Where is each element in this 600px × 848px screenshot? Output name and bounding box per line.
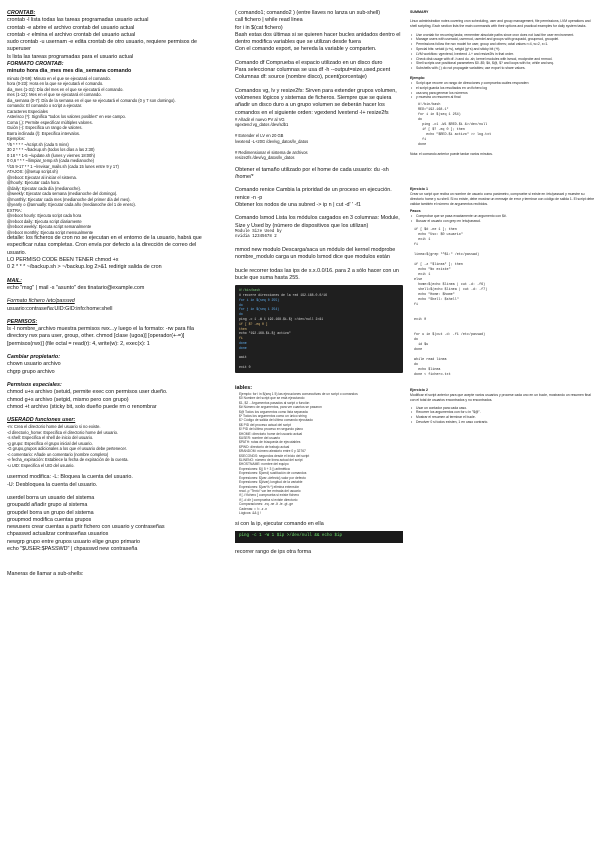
code-line: # recorre direcciones de la red 192.168.0.0/16 [239,292,327,297]
list-item: @reboot: Ejecutar al iniciar el sistema. [7,174,77,180]
crontab-heading: CRONTAB: [7,10,36,16]
list-item: @reboot weekly: Ejecuta script semanalmente [7,224,92,230]
chgrp-line: chgrp grupo archivo [7,368,55,375]
code-line: do [239,302,243,307]
list-item: -g grupo: Especifica el grupo inicial del usuario. [7,440,93,446]
permisos-paragraph: ls -l nombre_archivo muestra permisos rwx...y luego el la formato: -rw para fila directory rwx para user, group, other. chmod [clase (ugoa)] [operador(+-=)] [permisos(rwx)] (file octal = read(r): 4, write(w): 2, exec(x): 1 [7,326,194,347]
list-item: 0 0,6 * * * ~/limpiar_temp.sh (cada medianoche) [7,158,95,164]
list-item: Expresiones: $(( 5 + 3 )) aritmética [239,466,290,471]
crontab-r-line: crontab -r elmina el archivo crontab del usuario actual [7,31,136,38]
code-line: then [239,326,247,331]
groupadd-line: groupadd añadir grupo al sistema [7,502,88,509]
list-item: • Script que recorre un rango de direcciones y comprueba cuáles responden: [410,81,596,86]
chpasswd-line: chpasswd actualizar contraseñas usuarios [7,531,109,538]
column-right [410,10,596,425]
formato-crontab-heading: FORMATO CRONTAB: [7,61,64,68]
list-item: $HOME: directorio home del usuario actual [239,431,303,436]
bash-line: Bash estas dos últimas si se quieren hacer bucles anidados dentro el [235,31,401,38]
code-line: ping -c 1 -W 1 $ip >/dev/null && echo $ip [239,533,343,538]
code-line: fi [414,242,419,247]
code-line: exit 0 [239,364,251,369]
ejemplo-heading: Ejemplo: [410,75,426,80]
list-item: $USER: nombre del usuario [239,436,281,441]
list-item: @monthly: Ejecutar cada mes (medianoche del primer día del mes). [7,196,131,202]
list-item: ATAJOS: (@setup script.sh) [7,169,58,175]
renice-paragraph: Comando renice Cambia la prioridad de un proceso en ejecución. renice -n -p [235,187,392,201]
column-middle [235,10,403,556]
list-item: • Comprobar que se pasa exactamente un argumento con $#. [410,214,596,219]
cambiar-propietario-heading: Cambiar propietario: [7,354,61,361]
lsmod-row: nvidia 12345678 2 [235,235,277,240]
crontab-e-line: crontab -e abrire el archivo crontab del usuario actual [7,24,135,31]
list-item: @yearly o @annually: Ejecutar cada año (medianoche del 1 de enero). [7,202,136,208]
bucle-paragraph: bucle recorrer todas las ips de x.x.0.0/16. para 2 a sólo hacer con un bucle que suma hasta 255. [235,267,399,281]
list-item: • Shell scripts use positional parameters $0..$9, $#, $@, $? and loops with for, while and seq. [410,61,596,66]
usermod-unlock-line: -U: Desbloquea la cuenta del usuario. [7,481,98,488]
pasos-heading: Pasos [410,209,421,214]
lsmod-header: Module Size Used by [235,229,282,234]
list-item: Asterisco (*): Significa "todos los valores posibles" en ese campo. [7,114,126,120]
note-line: Nota: el comando anterior puede tardar varios minutos. [410,152,493,157]
list-item: • Buscar el usuario con grep en /etc/passwd. [410,219,596,224]
list-item: $HOSTNAME: nombre del equipo [239,462,289,467]
list-item: • Usar un contador para cada caso. [410,406,596,411]
code-line: do [414,362,419,367]
code-line: exit 1 [414,272,431,277]
list-item: */5 * * * * ~/script.sh (cada 5 mins) [7,141,69,147]
list-item: -G grupo,grupos adicionales a los que el usuario debe pertenecer. [7,446,127,452]
list-item: • LVM workflow: vgextend, lvextend -L+ and resize2fs in that order. [410,52,596,57]
chmod-gs-line: chmod g+s archivo (setgid, mismo pero con grupo) [7,396,129,403]
list-item: 30 2 * * * ~/backup.sh (todos los días a las 2:30) [7,147,95,153]
code-block-2 [410,228,596,323]
formato-fichero-heading: Formato fichero /etc/passwd [7,298,75,305]
code-line: exit 1 [414,237,431,242]
code-line: echo "No existe" [414,267,451,272]
code-line: RED="192.168.1" [418,108,449,113]
summary-heading: SUMMARY [410,10,429,14]
list-item: Ejemplo: for i in $(seq 1 5) las ejecuciones consecutivas de un script o comandos [239,391,358,396]
list-item: -s shell: Especifica el shell de inicio del usuario. [7,435,94,441]
list-item: if [ -f fichero ] comprueba si existe fichero [239,493,300,498]
terminal-screenshot [235,285,403,373]
list-item: Lógicos: && || ! [239,510,262,515]
code-line: exit 0 [414,317,427,322]
useradd-heading: USERADD funciones user: [7,417,76,424]
code-line: do [418,118,423,123]
list-item: • Mostrar el resumen al terminar el bucle. [410,415,596,420]
code-line: #!/bin/bash [418,103,441,108]
list-item: • y muestra un resumen al final [410,95,596,100]
terminal-ping-screenshot [235,531,403,543]
code-line: for j in $(seq 1 254) [239,307,280,312]
code-line: if [ $# -ne 1 ]; then [414,227,457,232]
code-line: done [239,345,247,350]
ejercicio-2-heading: Ejercicio 2 [410,387,428,392]
code-line: if [ -z "$linea" ]; then [414,262,463,267]
chmod-t-line: chmod +t archivo (sticky bit, solo dueño puede rm o renombrar [7,403,157,410]
code-line: for u in $(cut -d: -f1 /etc/passwd) [414,332,486,337]
mail-line: echo "msg" | mail -s "asunto" des tinatario@example.com [7,284,145,291]
code-line: while read linea [414,357,447,362]
formato-crontab-list [7,76,207,236]
code-line: echo $linea [414,367,441,372]
list-item: • usa seq para generar los números [410,91,596,96]
list-item: # Extender el LV en 20 GB [235,133,284,139]
list-item: lvextend -L+20G /dev/vg_datos/lv_datos [235,138,309,144]
list-item: @weekly: Ejecutar cada semana (medianoche del domingo). [7,191,118,197]
list-item: $! PID del último proceso en segundo plano [239,427,303,432]
list-item: • Recorrer los argumentos con for u in "$@". [410,410,596,415]
df-paragraph: Para seleccionar columnas se usa df -h --output=size,used,pcent Columnas df: source (nombre disco), pcent(porcentaje) [235,67,391,81]
list-item: mes (1-12): Mes en el que se ejecutará el comando. [7,92,102,98]
code-line: home=$(echo $linea | cut -d: -f6) [414,282,486,287]
ejemplo-list [410,81,596,100]
list-item: • Subshells with ( ) do not propagate variables; use export to share values. [410,66,596,71]
list-item: @reboot hourly: Ejecuta script cada hora [7,213,82,219]
code-line: done [418,143,427,148]
list-item: • el script guarda los resultados en un fichero log [410,86,596,91]
list-item: Cadenas: = != -z -n [239,506,268,511]
code-line: if [ $? -eq 0 ]; then [418,128,465,133]
ip-n-line: Obtener los nodos de una subred -> ip n | cut -d' ' -f1 [235,202,361,209]
chown-line: chown usuario archivo [7,361,61,368]
code-line: done < fichero.txt [414,372,451,377]
detalle-paragraph: detalle: los ficheros de cron no se ejecutan en el entorno de la usuario, habrá que especificar rutas completas. Cron envía por defecto a la dirección de correo del usuario. [7,235,202,256]
code-line: linea=$(grep "^$1:" /etc/passwd) [414,252,480,257]
code-line: fi [418,138,427,143]
list-item: -u UID: Especifica el UID del usuario. [7,462,75,468]
code-line: done [414,347,423,352]
list-item: • Devolver 0 si todos existen, 1 en caso contrario. [410,420,596,425]
code-line: echo "192.168.$i.$j activa" [239,331,291,336]
list-item: $RANDOM: número aleatorio entre 0 y 32767 [239,449,306,454]
list-item: Expresiones: ${#var} longitud de la variable [239,480,303,485]
list-item: # Añadir el nuevo PV al VG [235,116,285,122]
list-item: # Redimensionar el sistema de archivos [235,149,308,155]
list-item: vgextend vg_datos /dev/sdb1 [235,122,289,128]
call-line: call fichero | while read linea [235,17,303,24]
echo-chpasswd-line: echo "$USER:$PASSWD" | chpasswd new contraseña [7,546,138,553]
sub-shells-line: Maneras de llamar a sub-shells: [7,571,84,578]
chmod-us-line: chmod u+s archivo (setuid, permite exec con permisos user dueño. [7,389,168,396]
permisos-heading: PERMISOS: [7,318,38,325]
list-item: • Manage users with useradd, usermod, userdel and groups with groupadd, groupmod, groupdel. [410,37,596,42]
userdel-line: userdel borra un usuario del sistema [7,495,95,501]
code-block-1 [410,103,596,148]
list-item: -c comentario: Añade un comentario (nombre completo) [7,451,109,457]
list-item: @daily: Ejecutar cada día (medianoche). [7,185,82,191]
code-line: if [ $? -eq 0 ] [239,321,268,326]
column-left [7,10,207,579]
list-item: $PATH: rutas de búsqueda de ejecutables [239,440,301,445]
list-item: EXTRA: [7,207,22,213]
newusers-line: newusers crear cuentas a partir fichero con usuario y contraseñas [7,524,165,531]
code-line: echo "Shell: $shell" [414,297,459,302]
list-item: hora (0-23): Hora en la que se ejecutará el comando. [7,81,104,87]
code-line: echo "Uso: $0 usuario" [414,232,463,237]
export-line: Con el comando export, se hereda la variable y comparten. [235,46,377,53]
list-item: @reboot daily: Ejecuta script diariamente [7,218,82,224]
list-item: $SECONDS: segundos desde el inicio del script [239,453,310,458]
list-item: • Special bits: setuid (u+s), setgid (g+s) and sticky bit (+t). [410,47,596,52]
code-line: for i in $(seq 1 254) [418,113,461,118]
summary-intro: Linux administration notes covering cron scheduling, user and group management, file permissions, LVM operations and shell scripting. Each section lists the main commands with their options and practical examples for daily system tasks. [410,19,591,28]
list-item: Ejemplos: [7,136,25,142]
ejecutar-comando-line: si con la ip, ejecutar comando en ella [235,521,324,528]
code-line: fi [414,302,419,307]
subshell-line: ( comando1; comando2 ) (entre llaves no lanza un sub-shell) [235,10,381,16]
code-line: else [414,277,423,282]
list-item: -m: Crea el directorio home del usuario si no existe. [7,424,101,430]
code-line: shell=$(echo $linea | cut -d: -f7) [414,287,488,292]
list-item: • Permissions follow the rwx model for user, group and others; octal values r=4, w=2, x=1. [410,42,596,47]
code-line: do [239,312,243,317]
code-line: ping -c1 -W1 $RED.$i &>/dev/null [418,123,488,128]
list-item: Coma (,): Permite especificar múltiples valores. [7,119,93,125]
mail-heading: MAIL: [7,277,22,284]
lsmod-paragraph: Comando lsmod Lista los módulos cargados en 3 columnas: Module, Size y Used by (número de dispositivos que los utilizan) [235,215,400,229]
permiso-line: LO PERMISO CODE BEEN TENER chmod +x [7,257,119,264]
summary-bullets [410,33,596,71]
variables-list [235,392,403,515]
list-item: $LINENO: número de línea actual del script [239,458,303,463]
list-item: dia_semana (0-7): Día de la semana en el que se ejecutará el comando (0 y 7 son domingo). [7,97,176,103]
groupdel-line: groupdel borra un grupo del sistema [7,509,94,516]
lvm-example [235,117,403,161]
code-line: do [414,337,419,342]
list-item: resize2fs /dev/vg_datos/lv_datos [235,155,295,161]
list-item: Caracteres Especiales [7,108,48,114]
list-item: 0 18 * * 1-5 ~/update.sh (lunes y viernes 18:00h) [7,152,95,158]
list-item: $@ Todos los argumentos como lista separada [239,409,308,414]
list-item: if [ -d dir ] comprueba si existe directorio [239,497,298,502]
usermod-lock-line: usermod modifica: -L: Bloquea la cuenta del usuario. [7,474,133,481]
code-line: echo "Home: $home" [414,292,455,297]
variables-heading: iables: [235,384,253,391]
dentro-line: dentro modifica variables que se utilizan desde fuera [235,39,361,46]
lvm-paragraph: Comandos vg, lv y resize2fs: Sirven para extender grupos volumen, volúmenes lógicos y sistemas de ficheros. Siempre que se quiera añadir un disco duro a un grupo volumen se deberán hacer los comandos en el siguiente orden: vgextend lvextend -l+ resize2fs [235,87,397,116]
for-line: for i in $(cat fichero) [235,24,283,31]
list-item: $$ PID del proceso actual del script [239,422,291,427]
list-item: -e fecha_expiración: Establece la fecha de expiración de la cuenta. [7,457,129,463]
list-item: $? Código de salida del último comando ejecutado [239,418,313,423]
sudo-crontab-line: sudo crontab -u usernam -e edita crontab de otro usuario, requiere permisos de superuser [7,39,197,53]
backup-line: 0 2 * * * ~/backup.sh > ~/backup.log 2>&1 redirigir salida de cron [7,264,162,271]
code-line: for i in $(seq 0 255) [239,297,280,302]
list-item: $PWD: directorio de trabajo actual [239,444,290,449]
list-item: Guión (-): Especifica un rango de valores. [7,125,83,131]
list-item: Barra inclinada (/): Especifica intervalos. [7,130,81,136]
code-line: id $u [414,342,429,347]
list-item: Expresiones: ${var:-defecto} valor por defecto [239,475,306,480]
recorrer-rango-line: recorrer rango de ips otra forma [235,548,312,555]
newgrp-line: newgrp grupo entre grupos usuario elige grupo primario [7,538,141,545]
list-item: Expresiones: $(cmd) sustitución de comandos [239,471,307,476]
permisos-especiales-heading: Permisos especiales: [7,381,62,388]
formato-crontab-line: minuto hora dia_mes mes dia_semana comando [7,68,132,75]
crontab-l-line: crontab -l lista todas las tareas programadas usuario actual [7,17,149,24]
list-item: $* Todos los argumentos como un único string [239,414,307,418]
list-item: Expresiones: ${var%.*} elimina extensión [239,484,300,489]
du-paragraph: Obtener el tamaño utilizado por el home de cada usuario: du -sh /home/* [235,166,389,181]
ls-line: ls lista las tareas programadas para el usuario actual [7,53,134,60]
list-item: dia_mes (1-31): Día del mes en el que se ejecutará el comando. [7,86,124,92]
list-item: $1, $2 .. Argumentos pasados al script o función [239,400,310,405]
useradd-list [7,424,207,468]
code-line: fi [239,336,243,341]
list-item: read -p "Texto" var lee entrada del usuario [239,488,301,493]
ejercicio-1-text: Crear un script que reciba un nombre de usuario como parámetro, compruebe si existe en /etc/passwd y muestre su directorio home y su shell. Si no existe, debe mostrar un mensaje de error y terminar con código de salida 1. El script debe validar también el número de argumentos recibidos. [410,191,595,206]
list-item: comando: El comando o script a ejecutar. [7,103,83,109]
ejercicio-2-text: Modificar el script anterior para que acepte varios usuarios y procese cada uno en un bucle, mostrando un resumen final con el total de usuarios encontrados y no encontrados. [410,392,591,402]
list-item: @reboot monthly: Ejecuta script mensualmente [7,229,94,235]
list-item: • Use crontab for recurring tasks; remember absolute paths since cron does not load the user environment. [410,33,596,38]
code-line: done [239,340,247,345]
df-heading: Comando df Comprueba el espacio utilizado en un disco duro [235,59,383,66]
code-block-3 [410,333,596,378]
modprobe-paragraph: mmod new modulo Descarga/saca un módulo del kernel modprobe nombre_modulo carga un modulo lsmod dice que modulos están [235,246,396,261]
code-line: echo "$RED.$i activo" >> log.txt [418,133,492,138]
list-item: minuto (0-59): Minuto en el que se ejecutará el comando. [7,75,111,81]
formato-fichero-line: usuario:contraseña:UID:GID:info:home:shell [7,305,113,312]
list-item: */15 9-17 * * 1 ~/revisar_mails.sh (cada 15 lunes entre 9 y 17) [7,163,119,169]
ejercicio-1-heading: Ejercicio 1 [410,186,428,191]
code-line: ping -c 1 -W 1 192.168.$i.$j >/dev/null 2>&1 [239,316,324,321]
code-line: #!/bin/bash [239,288,261,293]
list-item: $0 Nombre del script que se está ejecutando [239,396,305,401]
code-line: wait [239,355,247,360]
list-item: Comparaciones: -eq -ne -lt -le -gt -ge [239,502,294,507]
list-item: $# Número de argumentos, para ver cuantos se pasaron [239,405,322,410]
list-item: • Check disk usage with df -h and du -sh; kernel modules with lsmod, modprobe and rmmod. [410,57,596,62]
groupmod-line: groupmod modifica cuentas grupos [7,516,92,523]
list-item: -d directorio_home: Especifica el directorio home del usuario. [7,429,119,435]
list-item: @hourly: Ejecutar cada hora. [7,180,61,186]
